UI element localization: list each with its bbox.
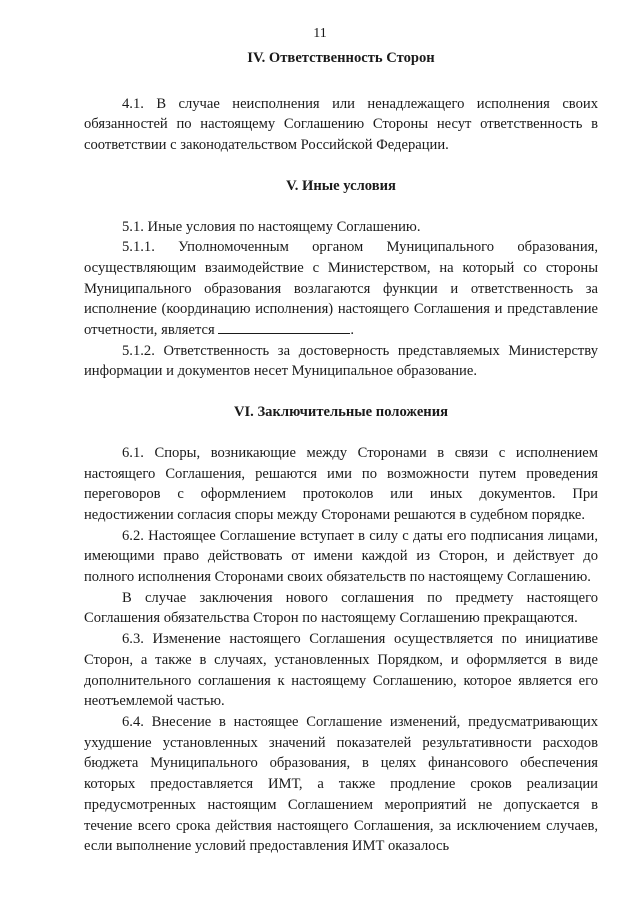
paragraph-5-1-1-end: . <box>350 322 355 339</box>
paragraph-5-1-1 <box>84 237 598 341</box>
paragraph-6-2-cont: В случае заключения нового соглашения по предмету настоящего Соглашения обязательства Сторон по настоящему Соглашению прекращаются. <box>84 589 598 627</box>
paragraph-6-3: 6.3. Изменение настоящего Соглашения осуществляется по инициативе Сторон, а также в случаях, установленных Порядком, и оформляется в виде дополнительного соглашения к настоящему Соглашению, которое является его неотъемлемой частью. <box>84 631 598 710</box>
paragraph-5-1-2: 5.1.2. Ответственность за достоверность представляемых Министерству информации и документов несет Муниципальное образование. <box>84 342 598 380</box>
page-number: 11 <box>313 26 327 41</box>
section-heading-v: V. Иные условия <box>286 177 396 194</box>
paragraph-4-1: 4.1. В случае неисполнения или ненадлежащего исполнения своих обязанностей по настоящему Соглашению Стороны несут ответственность в соответствии с законодательством Российской Федерации. <box>84 95 598 154</box>
section-heading-iv: IV. Ответственность Сторон <box>247 50 435 66</box>
section-heading-vi: VI. Заключительные положения <box>233 404 449 421</box>
paragraph-6-1: 6.1. Споры, возникающие между Сторонами в связи с исполнением настоящего Соглашения, решаются ими по возможности путем проведения переговоров с оформлением протоколов или иных документов. При недостижении согласия споры между Сторонами решаются в судебном порядке. <box>84 444 598 523</box>
document-body <box>84 48 598 857</box>
paragraph-6-2: 6.2. Настоящее Соглашение вступает в силу с даты его подписания лицами, имеющими право действовать от имени каждой из Сторон, и действует до полного исполнения Сторонами своих обязательств по настоящему Соглашению. <box>84 527 598 586</box>
paragraph-5-1-1-text: 5.1.1. Уполномоченным органом Муниципального образования, осуществляющим взаимодействие с Министерством, на который со стороны Муниципального образования возлагаются функции и ответственность за исполнение (координацию исполнения) настоящего Соглашения и представление отчетности, является <box>84 239 598 339</box>
blank-fill-line <box>218 321 350 334</box>
paragraph-5-1: 5.1. Иные условия по настоящему Соглашению. <box>122 218 421 235</box>
paragraph-6-4: 6.4. Внесение в настоящее Соглашение изменений, предусматривающих ухудшение установленных значений показателей результативности расходов бюджета Муниципального образования, в целях финансового обеспечения которых предоставляется ИМТ, а также продление сроков реализации предусмотренных настоящим Соглашением мероприятий не допускается в течение всего срока действия настоящего Соглашения, за исключением случаев, если выполнение условий предоставления ИМТ оказалось <box>84 713 598 855</box>
